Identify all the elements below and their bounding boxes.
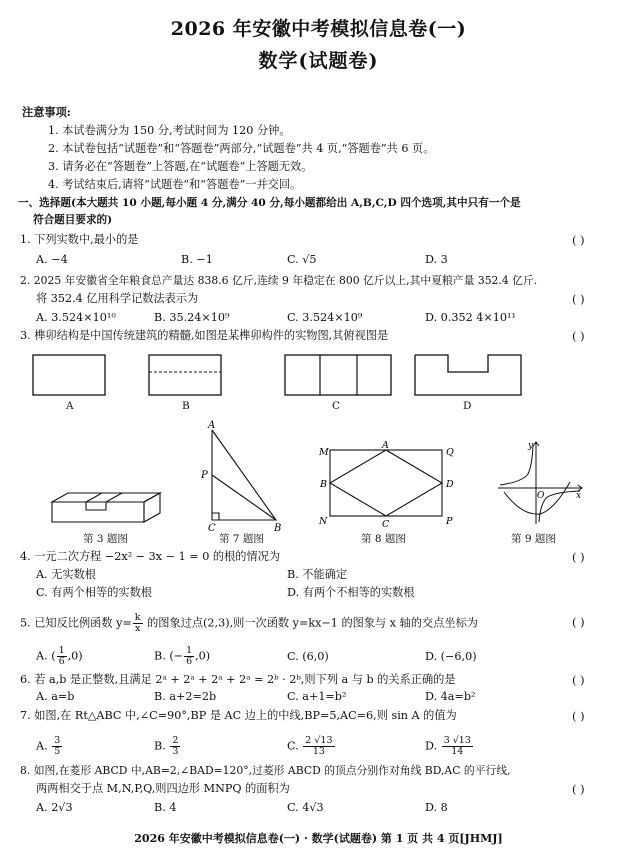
fig3-caption: 第 3 题图 — [83, 533, 128, 545]
q7-c-den: 13 — [312, 746, 325, 757]
q5-option-b — [154, 646, 210, 667]
q5-fraction — [133, 613, 143, 634]
q6-answer-paren: ( ) — [572, 673, 585, 687]
q3-option-c-figure — [282, 352, 394, 398]
q1-option-b: B. −1 — [181, 253, 213, 266]
q6-stem: 6. 若 a,b 是正整数,且满足 2ᵃ + 2ᵃ + 2ᵃ + 2ᵃ = 2ᵇ · 2ᵇ,则下列 a 与 b 的关系正确的是 — [20, 673, 456, 686]
q7-b-num: 2 — [172, 735, 179, 746]
fig8-label-p: P — [446, 516, 453, 527]
fig8-label-n: N — [319, 516, 328, 527]
q7-c-fraction — [303, 736, 334, 757]
fig9-label-o: O — [537, 491, 545, 501]
q7-b-den: 3 — [172, 746, 179, 757]
fig8-rhombus-figure — [316, 440, 466, 528]
notes-heading: 注意事项: — [22, 105, 71, 119]
fig8-label-c: C — [382, 519, 390, 528]
q7-option-c — [287, 736, 336, 757]
fig3-tenon-figure — [48, 488, 166, 528]
fig8-label-b: B — [320, 479, 327, 490]
q2-option-d: D. 0.352 4×10¹¹ — [425, 311, 516, 324]
q4-option-a: A. 无实数根 — [36, 568, 96, 581]
q5-stem-part1: 5. 已知反比例函数 y= — [20, 616, 132, 630]
q7-option-b — [154, 736, 181, 757]
q5-a-den: 6 — [58, 656, 65, 667]
q7-d-den: 14 — [451, 746, 464, 757]
note-item: 1. 本试卷满分为 150 分,考试时间为 120 分钟。 — [48, 124, 291, 137]
q7-option-d — [425, 736, 474, 757]
q2-option-a: A. 3.524×10¹⁰ — [36, 311, 116, 324]
q7-c-num: 2 √13 — [305, 735, 333, 746]
q2-option-c: C. 3.524×10⁹ — [287, 311, 363, 324]
q5-frac-denominator: x — [135, 623, 141, 634]
q4-option-c: C. 有两个相等的实数根 — [36, 586, 152, 599]
q5-a-post: ,0) — [67, 649, 83, 663]
q7-answer-paren: ( ) — [572, 709, 585, 723]
q2-stem-line2: 将 352.4 亿用科学记数法表示为 — [36, 292, 199, 305]
q1-stem: 1. 下列实数中,最小的是 — [20, 233, 139, 246]
q2-option-b: B. 35.24×10⁹ — [154, 311, 230, 324]
q5-b-pre: B. (− — [154, 649, 184, 663]
q7-c-pre: C. — [287, 739, 303, 753]
q3-answer-paren: ( ) — [572, 329, 585, 343]
q3-option-b-figure — [146, 352, 226, 398]
fig7-label-c: C — [208, 523, 216, 532]
fig8-caption: 第 8 题图 — [361, 533, 406, 545]
fig7-label-p: P — [201, 470, 208, 481]
q1-answer-paren: ( ) — [572, 233, 585, 247]
fig8-label-m: M — [319, 447, 329, 458]
q7-b-fraction — [170, 736, 180, 757]
q5-stem — [20, 613, 478, 634]
q1-option-c: C. √5 — [287, 253, 317, 266]
q6-option-c: C. a+1=b² — [287, 690, 347, 703]
q8-stem-line1: 8. 如图,在菱形 ABCD 中,AB=2,∠BAD=120°,过菱形 ABCD 的顶点分别作对角线 BD,AC 的平行线, — [20, 764, 511, 777]
q5-b-num: 1 — [186, 645, 193, 656]
q8-option-c: C. 4√3 — [287, 801, 324, 814]
fig9-label-x: x — [576, 491, 582, 501]
q7-a-num: 3 — [54, 735, 61, 746]
fig9-graph-figure — [492, 436, 586, 528]
q5-frac-numerator: k — [134, 612, 141, 623]
q8-stem-line2: 两两相交于点 M,N,P,Q,则四边形 MNPQ 的面积为 — [36, 782, 290, 795]
q3-option-a-figure — [30, 352, 110, 398]
q4-answer-paren: ( ) — [572, 550, 585, 564]
q7-stem: 7. 如图,在 Rt△ABC 中,∠C=90°,BP 是 AC 边上的中线,BP=5,AC=6,则 sin A 的值为 — [20, 709, 457, 722]
q5-b-fraction — [184, 646, 194, 667]
q4-option-b: B. 不能确定 — [287, 568, 348, 581]
q3-stem: 3. 榫卯结构是中国传统建筑的精髓,如图是某榫卯构件的实物图,其俯视图是 — [20, 329, 389, 342]
q7-a-den: 5 — [54, 746, 61, 757]
q6-option-a: A. a=b — [36, 690, 75, 703]
q7-a-fraction — [52, 736, 62, 757]
fig8-label-a: A — [382, 440, 389, 451]
q3-option-a-label: A — [66, 400, 74, 412]
page-title: 2026 年安徽中考模拟信息卷(一) — [170, 18, 467, 40]
q8-option-b: B. 4 — [154, 801, 177, 814]
q3-option-d-figure — [412, 352, 524, 398]
q3-option-b-label: B — [182, 400, 190, 412]
q4-stem: 4. 一元二次方程 −2x² − 3x − 1 = 0 的根的情况为 — [20, 550, 281, 563]
note-item: 2. 本试卷包括“试题卷”和“答题卷”两部分,“试题卷”共 4 页,“答题卷”共 6 页。 — [48, 142, 435, 155]
fig7-triangle-figure — [198, 420, 288, 532]
q7-a-pre: A. — [36, 739, 52, 753]
q5-a-num: 1 — [58, 645, 65, 656]
fig7-label-a: A — [208, 420, 216, 431]
q1-option-a: A. −4 — [36, 253, 68, 266]
fig9-label-y: y — [528, 441, 534, 451]
page-subtitle: 数学(试题卷) — [258, 50, 379, 72]
q5-option-d: D. (−6,0) — [425, 650, 477, 663]
q8-option-d: D. 8 — [425, 801, 448, 814]
q7-b-pre: B. — [154, 739, 170, 753]
q5-a-pre: A. ( — [36, 649, 56, 663]
q5-option-a — [36, 646, 83, 667]
q7-d-num: 3 √13 — [443, 735, 471, 746]
q5-stem-part2: 的图象过点(2,3),则一次函数 y=kx−1 的图象与 x 轴的交点坐标为 — [143, 616, 478, 630]
q6-option-d: D. 4a=b² — [425, 690, 476, 703]
fig7-label-b: B — [274, 523, 282, 532]
q1-option-d: D. 3 — [425, 253, 448, 266]
fig7-caption: 第 7 题图 — [219, 533, 264, 545]
q5-answer-paren: ( ) — [572, 615, 585, 629]
q5-option-c: C. (6,0) — [287, 650, 329, 663]
fig9-caption: 第 9 题图 — [511, 533, 556, 545]
section-heading-line1: 一、选择题(本大题共 10 小题,每小题 4 分,满分 40 分,每小题都给出 A,B,C,D 四个选项,其中只有一个是 — [18, 197, 521, 209]
q6-option-b: B. a+2=2b — [154, 690, 217, 703]
q7-d-pre: D. — [425, 739, 441, 753]
note-item: 3. 请务必在“答题卷”上答题,在“试题卷”上答题无效。 — [48, 160, 313, 173]
q7-option-a — [36, 736, 63, 757]
q8-option-a: A. 2√3 — [36, 801, 73, 814]
q5-b-den: 6 — [186, 656, 193, 667]
q3-option-d-label: D — [463, 400, 472, 412]
fig8-label-q: Q — [446, 447, 454, 458]
q7-d-fraction — [442, 736, 473, 757]
fig8-label-d: D — [446, 479, 454, 490]
q2-stem-line1: 2. 2025 年安徽省全年粮食总产量达 838.6 亿斤,连续 9 年稳定在 800 亿斤以上,其中夏粮产量 352.4 亿斤. — [20, 274, 538, 287]
q5-a-fraction — [57, 646, 67, 667]
page-footer: 2026 年安徽中考模拟信息卷(一) · 数学(试题卷) 第 1 页 共 4 页[JHMJ] — [134, 832, 503, 845]
q4-option-d: D. 有两个不相等的实数根 — [287, 586, 415, 599]
q2-answer-paren: ( ) — [572, 292, 585, 306]
section-heading-line2: 符合题目要求的) — [33, 214, 113, 226]
q5-b-post: ,0) — [195, 649, 211, 663]
note-item: 4. 考试结束后,请将“试题卷”和“答题卷”一并交回。 — [48, 178, 302, 191]
q3-option-c-label: C — [332, 400, 341, 412]
q8-answer-paren: ( ) — [572, 782, 585, 796]
